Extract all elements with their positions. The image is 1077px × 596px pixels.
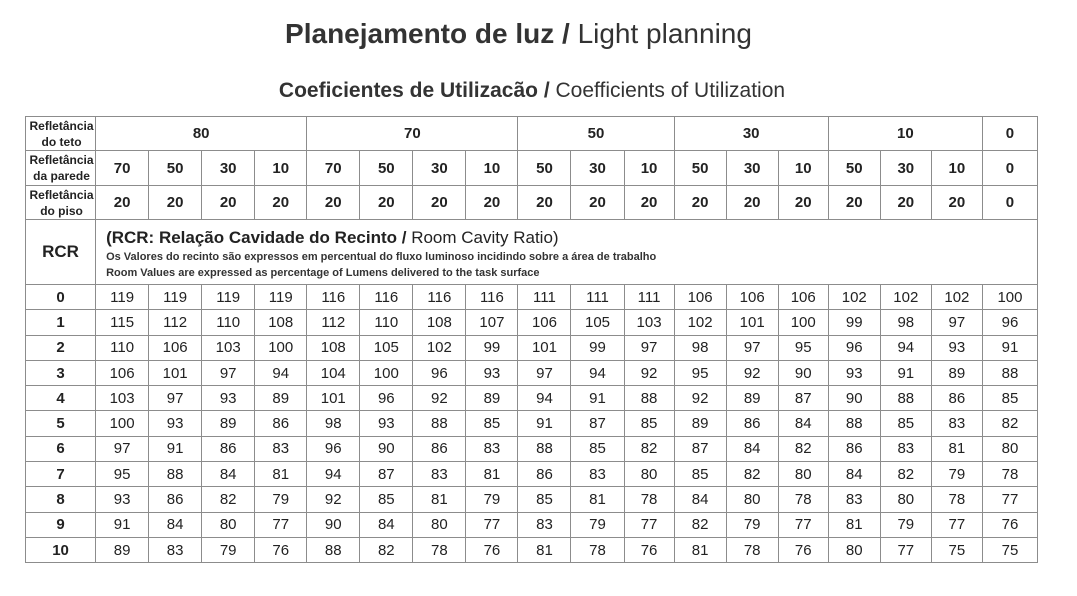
wall-reflectance-label-line2: da parede bbox=[33, 169, 90, 183]
table-cell: 89 bbox=[931, 360, 982, 385]
table-cell: 98 bbox=[307, 411, 360, 436]
table-row bbox=[26, 487, 1038, 512]
table-cell: 106 bbox=[726, 285, 778, 310]
table-cell: 111 bbox=[624, 285, 674, 310]
table-cell: 78 bbox=[726, 537, 778, 562]
table-cell: 100 bbox=[778, 310, 828, 335]
table-cell: 104 bbox=[307, 360, 360, 385]
table-cell: 112 bbox=[307, 310, 360, 335]
ceiling-reflectance-value: 50 bbox=[518, 117, 674, 151]
rcr-value: 1 bbox=[26, 310, 96, 335]
table-cell: 76 bbox=[778, 537, 828, 562]
table-cell: 86 bbox=[255, 411, 307, 436]
ceiling-reflectance-value: 70 bbox=[307, 117, 518, 151]
table-cell: 119 bbox=[96, 285, 149, 310]
table-cell: 116 bbox=[307, 285, 360, 310]
table-cell: 93 bbox=[149, 411, 202, 436]
table-cell: 80 bbox=[726, 487, 778, 512]
table-cell: 84 bbox=[828, 462, 880, 487]
table-cell: 82 bbox=[202, 487, 255, 512]
table-cell: 115 bbox=[96, 310, 149, 335]
floor-reflectance-value: 20 bbox=[828, 186, 880, 220]
table-cell: 88 bbox=[149, 462, 202, 487]
table-cell: 100 bbox=[255, 335, 307, 360]
table-cell: 81 bbox=[255, 462, 307, 487]
table-cell: 92 bbox=[307, 487, 360, 512]
wall-reflectance-value: 30 bbox=[880, 151, 931, 186]
description-title-separator: / bbox=[397, 228, 412, 247]
table-cell: 85 bbox=[880, 411, 931, 436]
ceiling-reflectance-value: 30 bbox=[674, 117, 828, 151]
ceiling-reflectance-label-line2: do teto bbox=[41, 134, 82, 149]
table-cell: 97 bbox=[96, 436, 149, 461]
table-cell: 87 bbox=[674, 436, 726, 461]
table-cell: 84 bbox=[778, 411, 828, 436]
table-cell: 76 bbox=[982, 512, 1037, 537]
table-cell: 85 bbox=[360, 487, 413, 512]
table-cell: 101 bbox=[149, 360, 202, 385]
wall-reflectance-value: 50 bbox=[360, 151, 413, 186]
table-cell: 91 bbox=[880, 360, 931, 385]
table-cell: 119 bbox=[202, 285, 255, 310]
table-cell: 92 bbox=[413, 386, 466, 411]
table-cell: 85 bbox=[674, 462, 726, 487]
rcr-value: 10 bbox=[26, 537, 96, 562]
table-cell: 83 bbox=[828, 487, 880, 512]
rcr-value: 4 bbox=[26, 386, 96, 411]
table-cell: 77 bbox=[880, 537, 931, 562]
table-cell: 93 bbox=[931, 335, 982, 360]
table-cell: 97 bbox=[931, 310, 982, 335]
table-cell: 102 bbox=[880, 285, 931, 310]
table-cell: 82 bbox=[674, 512, 726, 537]
table-cell: 102 bbox=[413, 335, 466, 360]
title-en: Light planning bbox=[577, 18, 752, 49]
table-cell: 89 bbox=[674, 411, 726, 436]
table-cell: 78 bbox=[571, 537, 624, 562]
table-cell: 83 bbox=[931, 411, 982, 436]
table-cell: 86 bbox=[518, 462, 571, 487]
table-cell: 84 bbox=[360, 512, 413, 537]
table-cell: 94 bbox=[571, 360, 624, 385]
table-cell: 80 bbox=[880, 487, 931, 512]
table-cell: 116 bbox=[413, 285, 466, 310]
wall-reflectance-value: 30 bbox=[726, 151, 778, 186]
table-cell: 116 bbox=[360, 285, 413, 310]
wall-reflectance-label-line1: Refletância bbox=[29, 153, 94, 167]
table-cell: 83 bbox=[518, 512, 571, 537]
table-cell: 92 bbox=[674, 386, 726, 411]
ceiling-reflectance-value: 80 bbox=[96, 117, 307, 151]
table-row bbox=[26, 285, 1038, 310]
table-cell: 91 bbox=[571, 386, 624, 411]
table-cell: 106 bbox=[674, 285, 726, 310]
wall-reflectance-value: 10 bbox=[624, 151, 674, 186]
table-cell: 77 bbox=[931, 512, 982, 537]
table-cell: 79 bbox=[571, 512, 624, 537]
table-cell: 83 bbox=[880, 436, 931, 461]
floor-reflectance-value: 20 bbox=[360, 186, 413, 220]
table-cell: 87 bbox=[778, 386, 828, 411]
table-cell: 80 bbox=[413, 512, 466, 537]
table-cell: 83 bbox=[255, 436, 307, 461]
table-cell: 96 bbox=[360, 386, 413, 411]
rcr-value: 7 bbox=[26, 462, 96, 487]
rcr-value: 3 bbox=[26, 360, 96, 385]
floor-reflectance-value: 20 bbox=[880, 186, 931, 220]
table-cell: 84 bbox=[202, 462, 255, 487]
table-cell: 89 bbox=[255, 386, 307, 411]
table-cell: 95 bbox=[674, 360, 726, 385]
table-cell: 85 bbox=[518, 487, 571, 512]
table-cell: 83 bbox=[571, 462, 624, 487]
wall-reflectance-label bbox=[26, 151, 96, 186]
table-cell: 81 bbox=[571, 487, 624, 512]
table-cell: 97 bbox=[518, 360, 571, 385]
description-line-en: Room Values are expressed as percentage of Lumens delivered to the task surface bbox=[106, 267, 540, 279]
subtitle-separator: / bbox=[538, 79, 556, 102]
table-cell: 101 bbox=[518, 335, 571, 360]
table-cell: 77 bbox=[624, 512, 674, 537]
table-cell: 81 bbox=[518, 537, 571, 562]
floor-reflectance-value: 0 bbox=[982, 186, 1037, 220]
ceiling-reflectance-value: 0 bbox=[982, 117, 1037, 151]
rcr-value: 5 bbox=[26, 411, 96, 436]
table-cell: 106 bbox=[518, 310, 571, 335]
subtitle-en: Coefficients of Utilization bbox=[555, 79, 786, 102]
floor-reflectance-value: 20 bbox=[307, 186, 360, 220]
table-cell: 80 bbox=[624, 462, 674, 487]
table-cell: 90 bbox=[778, 360, 828, 385]
table-cell: 93 bbox=[828, 360, 880, 385]
table-cell: 78 bbox=[778, 487, 828, 512]
table-cell: 100 bbox=[96, 411, 149, 436]
table-cell: 106 bbox=[96, 360, 149, 385]
wall-reflectance-row bbox=[26, 151, 1038, 186]
table-cell: 112 bbox=[149, 310, 202, 335]
table-cell: 97 bbox=[149, 386, 202, 411]
table-cell: 88 bbox=[518, 436, 571, 461]
table-cell: 88 bbox=[982, 360, 1037, 385]
table-cell: 100 bbox=[360, 360, 413, 385]
table-cell: 94 bbox=[518, 386, 571, 411]
table-cell: 79 bbox=[255, 487, 307, 512]
table-row bbox=[26, 537, 1038, 562]
table-cell: 93 bbox=[202, 386, 255, 411]
floor-reflectance-value: 20 bbox=[202, 186, 255, 220]
table-cell: 90 bbox=[828, 386, 880, 411]
table-cell: 86 bbox=[726, 411, 778, 436]
table-cell: 82 bbox=[624, 436, 674, 461]
table-cell: 86 bbox=[413, 436, 466, 461]
table-cell: 105 bbox=[360, 335, 413, 360]
rcr-value: 6 bbox=[26, 436, 96, 461]
table-cell: 93 bbox=[466, 360, 518, 385]
table-cell: 76 bbox=[624, 537, 674, 562]
description-row bbox=[26, 220, 1038, 285]
wall-reflectance-value: 30 bbox=[571, 151, 624, 186]
table-cell: 84 bbox=[149, 512, 202, 537]
table-cell: 99 bbox=[571, 335, 624, 360]
floor-reflectance-value: 20 bbox=[624, 186, 674, 220]
table-cell: 77 bbox=[778, 512, 828, 537]
table-cell: 88 bbox=[413, 411, 466, 436]
table-row bbox=[26, 512, 1038, 537]
table-cell: 79 bbox=[931, 462, 982, 487]
wall-reflectance-value: 70 bbox=[96, 151, 149, 186]
table-cell: 89 bbox=[202, 411, 255, 436]
table-cell: 110 bbox=[96, 335, 149, 360]
table-cell: 108 bbox=[307, 335, 360, 360]
table-cell: 78 bbox=[413, 537, 466, 562]
table-cell: 106 bbox=[778, 285, 828, 310]
wall-reflectance-value: 30 bbox=[202, 151, 255, 186]
table-cell: 81 bbox=[466, 462, 518, 487]
table-cell: 103 bbox=[624, 310, 674, 335]
table-row bbox=[26, 335, 1038, 360]
table-cell: 96 bbox=[413, 360, 466, 385]
table-cell: 116 bbox=[466, 285, 518, 310]
floor-reflectance-value: 20 bbox=[149, 186, 202, 220]
floor-reflectance-label-line2: do piso bbox=[40, 203, 83, 218]
floor-reflectance-value: 20 bbox=[571, 186, 624, 220]
table-cell: 83 bbox=[149, 537, 202, 562]
table-cell: 86 bbox=[202, 436, 255, 461]
table-cell: 81 bbox=[931, 436, 982, 461]
floor-reflectance-label bbox=[26, 186, 96, 220]
ceiling-reflectance-label bbox=[26, 117, 96, 151]
table-cell: 82 bbox=[880, 462, 931, 487]
table-cell: 80 bbox=[828, 537, 880, 562]
table-cell: 88 bbox=[828, 411, 880, 436]
description-title-en: Room Cavity Ratio) bbox=[411, 228, 559, 247]
table-cell: 102 bbox=[674, 310, 726, 335]
table-cell: 94 bbox=[307, 462, 360, 487]
table-cell: 78 bbox=[624, 487, 674, 512]
table-cell: 80 bbox=[778, 462, 828, 487]
wall-reflectance-value: 50 bbox=[674, 151, 726, 186]
table-row bbox=[26, 360, 1038, 385]
table-cell: 110 bbox=[202, 310, 255, 335]
table-cell: 75 bbox=[931, 537, 982, 562]
table-cell: 85 bbox=[982, 386, 1037, 411]
table-cell: 100 bbox=[982, 285, 1037, 310]
table-cell: 80 bbox=[982, 436, 1037, 461]
table-cell: 93 bbox=[96, 487, 149, 512]
table-cell: 78 bbox=[982, 462, 1037, 487]
wall-reflectance-value: 50 bbox=[828, 151, 880, 186]
floor-reflectance-value: 20 bbox=[778, 186, 828, 220]
table-cell: 86 bbox=[931, 386, 982, 411]
table-cell: 111 bbox=[571, 285, 624, 310]
table-cell: 82 bbox=[982, 411, 1037, 436]
table-cell: 88 bbox=[624, 386, 674, 411]
title-pt: Planejamento de luz bbox=[285, 18, 555, 49]
table-cell: 97 bbox=[202, 360, 255, 385]
rcr-value: 2 bbox=[26, 335, 96, 360]
table-cell: 81 bbox=[828, 512, 880, 537]
table-cell: 111 bbox=[518, 285, 571, 310]
floor-reflectance-value: 20 bbox=[96, 186, 149, 220]
table-cell: 79 bbox=[880, 512, 931, 537]
table-cell: 77 bbox=[466, 512, 518, 537]
wall-reflectance-value: 10 bbox=[778, 151, 828, 186]
table-cell: 86 bbox=[828, 436, 880, 461]
floor-reflectance-value: 20 bbox=[726, 186, 778, 220]
table-cell: 103 bbox=[202, 335, 255, 360]
table-cell: 107 bbox=[466, 310, 518, 335]
table-cell: 95 bbox=[778, 335, 828, 360]
ceiling-reflectance-value: 10 bbox=[828, 117, 982, 151]
description-line-pt: Os Valores do recinto são expressos em percentual do fluxo luminoso incidindo sobre a área de trabalho bbox=[106, 251, 657, 263]
table-cell: 81 bbox=[674, 537, 726, 562]
table-cell: 85 bbox=[571, 436, 624, 461]
table-cell: 119 bbox=[255, 285, 307, 310]
table-cell: 90 bbox=[360, 436, 413, 461]
table-cell: 96 bbox=[982, 310, 1037, 335]
table-cell: 99 bbox=[828, 310, 880, 335]
table-cell: 85 bbox=[466, 411, 518, 436]
rcr-header: RCR bbox=[26, 220, 96, 285]
table-cell: 88 bbox=[307, 537, 360, 562]
table-cell: 95 bbox=[96, 462, 149, 487]
table-cell: 82 bbox=[778, 436, 828, 461]
table-row bbox=[26, 462, 1038, 487]
table-cell: 108 bbox=[255, 310, 307, 335]
subtitle-pt: Coeficientes de Utilizacão bbox=[278, 79, 538, 102]
table-cell: 87 bbox=[571, 411, 624, 436]
floor-reflectance-row bbox=[26, 186, 1038, 220]
wall-reflectance-value: 50 bbox=[149, 151, 202, 186]
table-cell: 89 bbox=[466, 386, 518, 411]
table-cell: 97 bbox=[726, 335, 778, 360]
floor-reflectance-value: 20 bbox=[255, 186, 307, 220]
floor-reflectance-value: 20 bbox=[518, 186, 571, 220]
table-cell: 86 bbox=[149, 487, 202, 512]
table-row bbox=[26, 411, 1038, 436]
table-cell: 90 bbox=[307, 512, 360, 537]
table-cell: 79 bbox=[202, 537, 255, 562]
coefficients-table bbox=[25, 116, 1038, 563]
table-cell: 85 bbox=[624, 411, 674, 436]
table-cell: 82 bbox=[360, 537, 413, 562]
description-cell bbox=[96, 220, 1038, 285]
table-cell: 83 bbox=[413, 462, 466, 487]
wall-reflectance-value: 10 bbox=[931, 151, 982, 186]
table-cell: 79 bbox=[466, 487, 518, 512]
table-subtitle bbox=[0, 76, 1064, 106]
rcr-value: 0 bbox=[26, 285, 96, 310]
table-cell: 103 bbox=[96, 386, 149, 411]
wall-reflectance-value: 70 bbox=[307, 151, 360, 186]
table-cell: 97 bbox=[624, 335, 674, 360]
table-cell: 110 bbox=[360, 310, 413, 335]
table-cell: 119 bbox=[149, 285, 202, 310]
table-cell: 91 bbox=[982, 335, 1037, 360]
floor-reflectance-value: 20 bbox=[931, 186, 982, 220]
table-cell: 93 bbox=[360, 411, 413, 436]
table-cell: 101 bbox=[307, 386, 360, 411]
table-cell: 91 bbox=[96, 512, 149, 537]
title-separator: / bbox=[554, 18, 578, 49]
ceiling-reflectance-label-line1: Refletância bbox=[29, 118, 94, 133]
table-cell: 88 bbox=[880, 386, 931, 411]
wall-reflectance-value: 0 bbox=[982, 151, 1037, 186]
table-cell: 102 bbox=[931, 285, 982, 310]
table-cell: 96 bbox=[828, 335, 880, 360]
wall-reflectance-value: 50 bbox=[518, 151, 571, 186]
table-cell: 105 bbox=[571, 310, 624, 335]
table-row bbox=[26, 310, 1038, 335]
table-cell: 89 bbox=[96, 537, 149, 562]
table-cell: 77 bbox=[982, 487, 1037, 512]
table-cell: 101 bbox=[726, 310, 778, 335]
table-cell: 98 bbox=[674, 335, 726, 360]
floor-reflectance-value: 20 bbox=[466, 186, 518, 220]
table-cell: 102 bbox=[828, 285, 880, 310]
table-cell: 106 bbox=[149, 335, 202, 360]
table-row bbox=[26, 436, 1038, 461]
table-cell: 98 bbox=[880, 310, 931, 335]
table-cell: 84 bbox=[674, 487, 726, 512]
description-title bbox=[106, 227, 1037, 249]
table-row bbox=[26, 386, 1038, 411]
floor-reflectance-label-line1: Refletância bbox=[29, 187, 94, 202]
table-cell: 76 bbox=[255, 537, 307, 562]
table-cell: 91 bbox=[149, 436, 202, 461]
table-cell: 79 bbox=[726, 512, 778, 537]
table-cell: 92 bbox=[624, 360, 674, 385]
table-cell: 89 bbox=[726, 386, 778, 411]
table-cell: 94 bbox=[880, 335, 931, 360]
table-cell: 75 bbox=[982, 537, 1037, 562]
rcr-value: 8 bbox=[26, 487, 96, 512]
table-cell: 81 bbox=[413, 487, 466, 512]
table-cell: 94 bbox=[255, 360, 307, 385]
table-cell: 92 bbox=[726, 360, 778, 385]
table-cell: 83 bbox=[466, 436, 518, 461]
table-cell: 84 bbox=[726, 436, 778, 461]
floor-reflectance-value: 20 bbox=[674, 186, 726, 220]
rcr-value: 9 bbox=[26, 512, 96, 537]
table-cell: 77 bbox=[255, 512, 307, 537]
wall-reflectance-value: 30 bbox=[413, 151, 466, 186]
floor-reflectance-value: 20 bbox=[413, 186, 466, 220]
table-cell: 78 bbox=[931, 487, 982, 512]
table-cell: 108 bbox=[413, 310, 466, 335]
table-cell: 99 bbox=[466, 335, 518, 360]
description-title-pt: (RCR: Relação Cavidade do Recinto bbox=[106, 228, 398, 247]
wall-reflectance-value: 10 bbox=[466, 151, 518, 186]
ceiling-reflectance-row bbox=[26, 117, 1038, 151]
wall-reflectance-value: 10 bbox=[255, 151, 307, 186]
table-cell: 82 bbox=[726, 462, 778, 487]
table-cell: 76 bbox=[466, 537, 518, 562]
table-cell: 87 bbox=[360, 462, 413, 487]
table-cell: 96 bbox=[307, 436, 360, 461]
table-cell: 80 bbox=[202, 512, 255, 537]
table-cell: 91 bbox=[518, 411, 571, 436]
page-title bbox=[0, 14, 1037, 54]
